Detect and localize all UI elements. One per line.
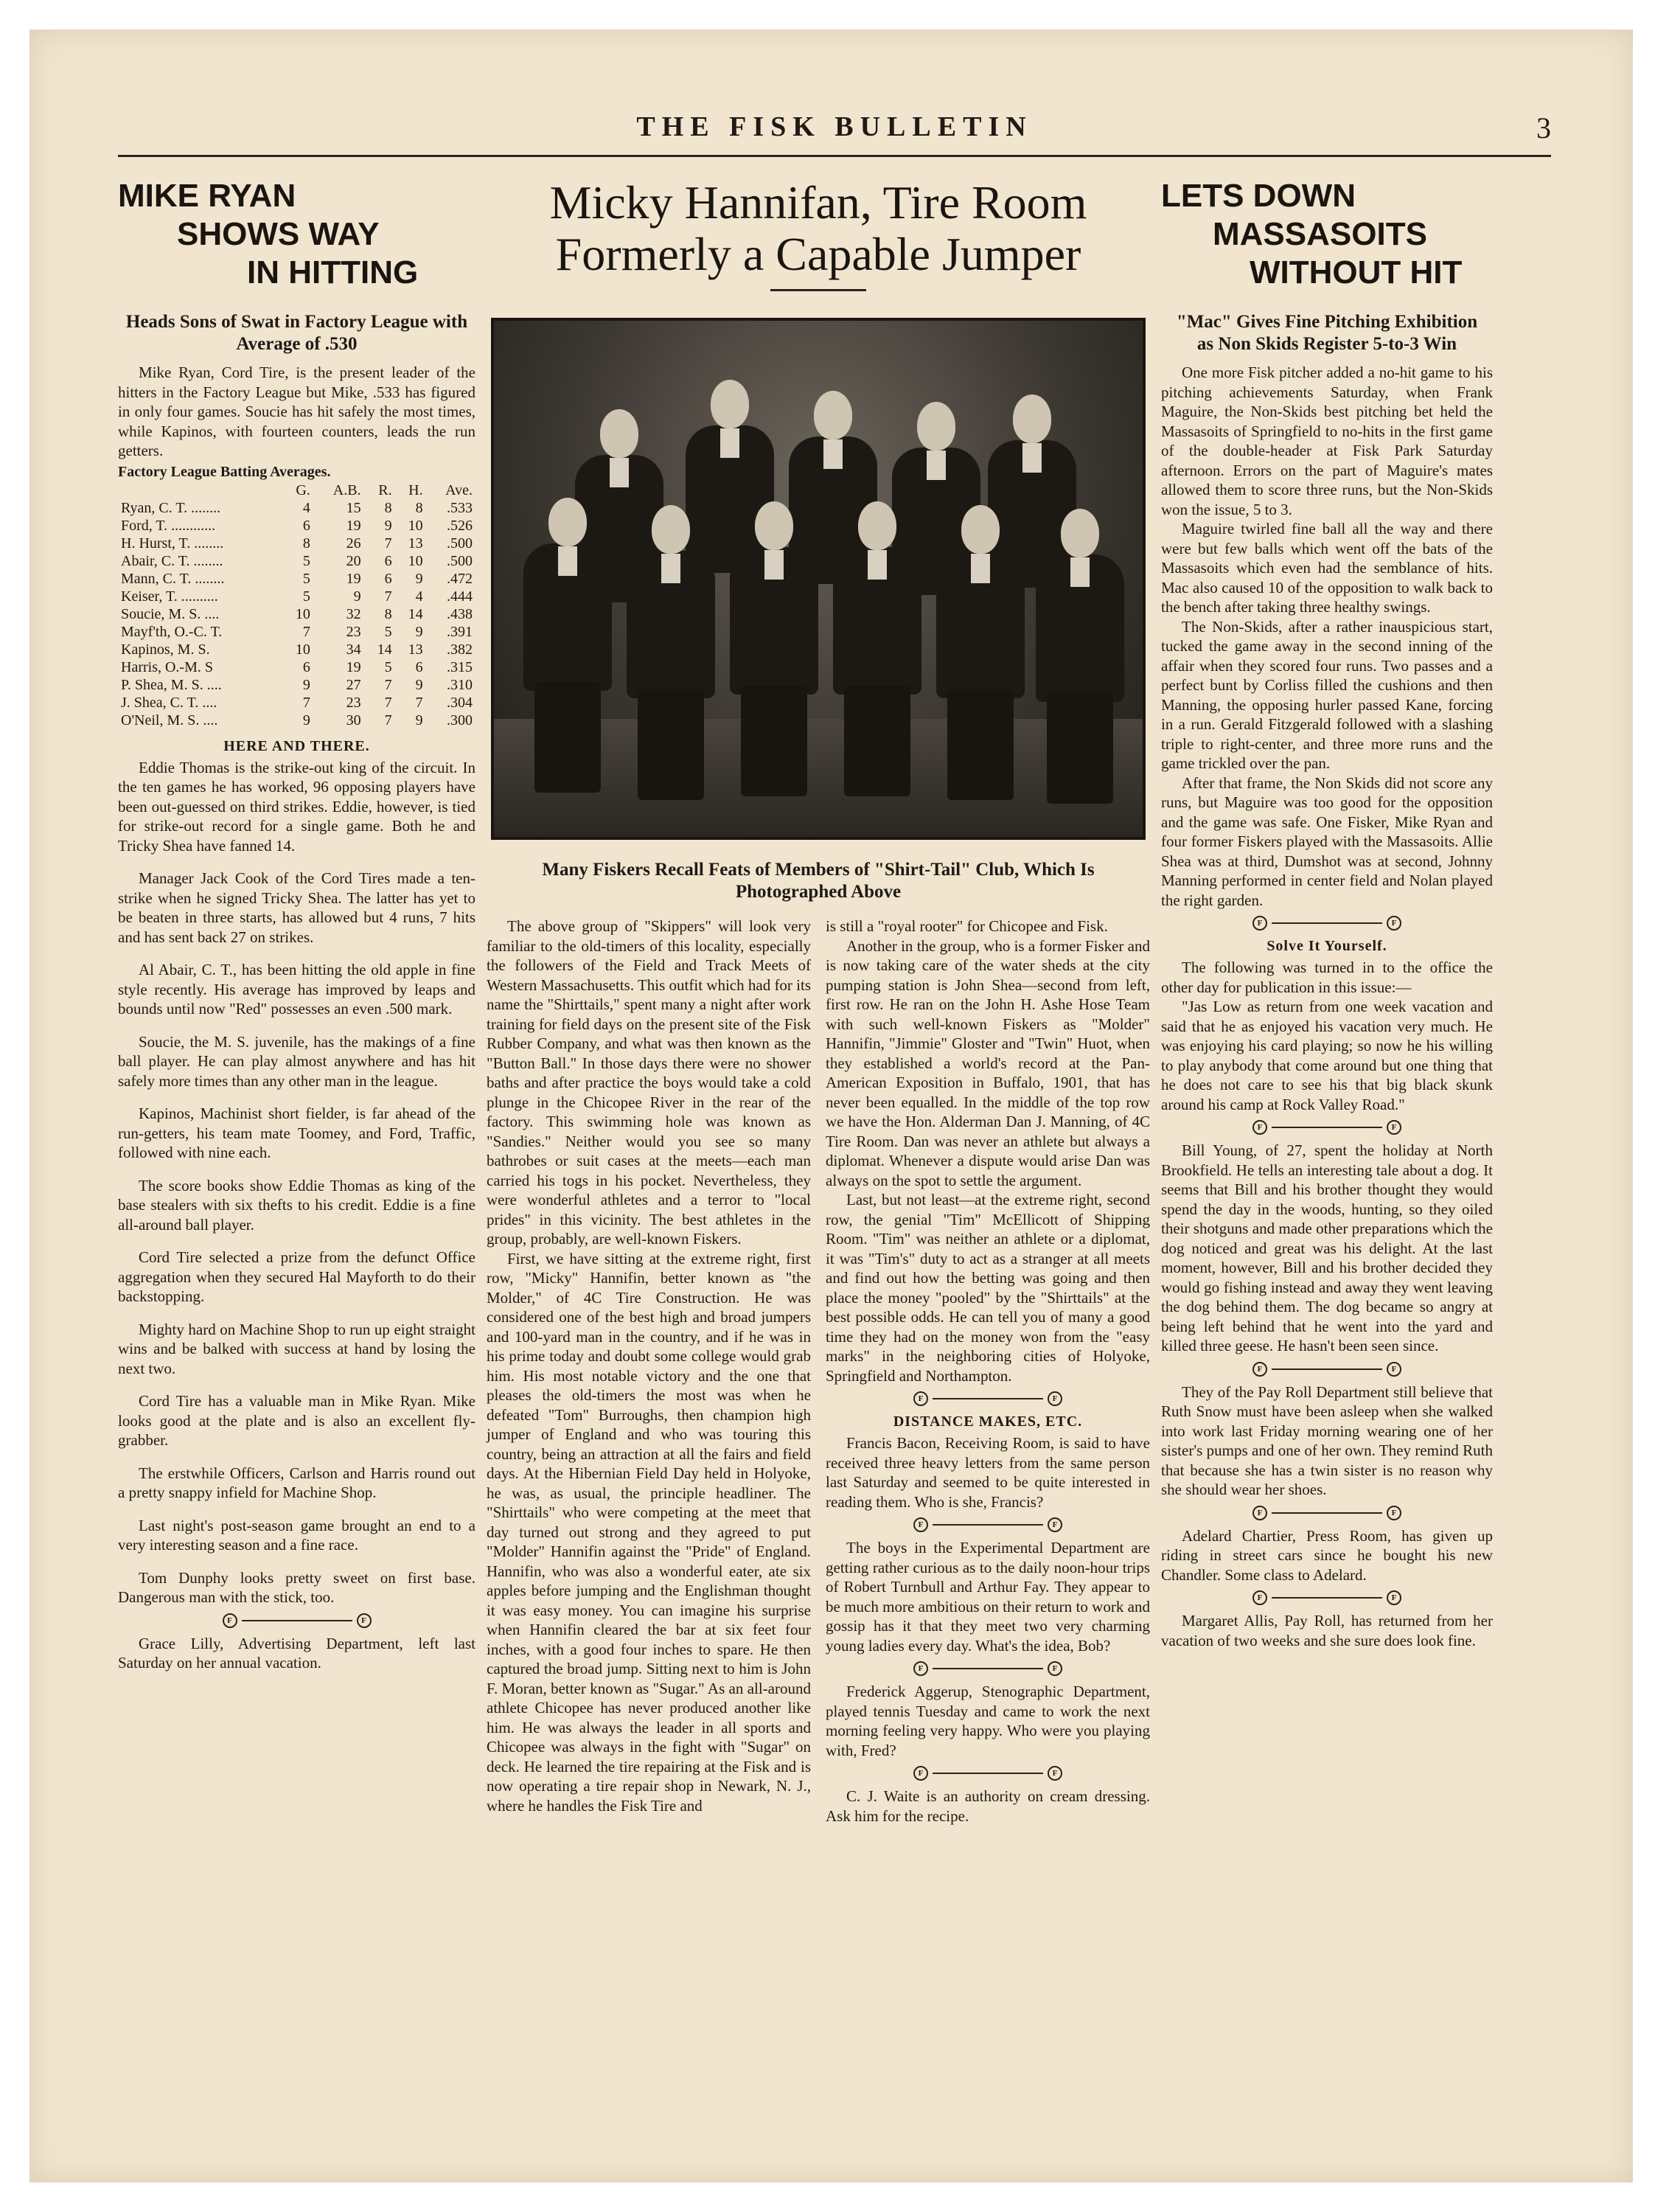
table-cell: 5 [302,570,310,587]
center-headline-line: Micky Hannifan, Tire Room [549,176,1087,229]
section-divider [1161,1362,1493,1377]
table-cell: 10 [408,552,423,569]
table-cell: 4 [302,499,310,516]
left-headline [118,177,475,292]
fisk-mark-icon: F [1048,1661,1062,1676]
table-cell: 9 [353,588,361,605]
article-paragraph: One more Fisk pitcher added a no-hit game to his pitching achievements Saturday, when Frank Maguire, the Non-Skids best pitching bet held the Massasoits of Springfield to no-hits in the first game of the double-header at Fisk Park Saturday afternoon. Errors on the part of Maguire's mates allowed them to score three runs, but the Non-Skids won the issue, 5 to 3. [1161,364,1493,518]
right-headline-line: MASSASOITS [1213,216,1427,252]
table-cell: 9 [415,676,423,693]
table-cell: 14 [408,605,423,622]
table-cell: .500 [447,552,473,569]
left-headline-line: IN HITTING [247,254,419,291]
column-header: G. [296,481,310,498]
fisk-mark-icon: F [913,1391,928,1406]
article-paragraph: The Non-Skids, after a rather inauspicious start, tucked the game away in the second inning of the affair when they scored four runs. Two passes and a perfect bunt by Corliss filled the cushions and then Manning, the opposing hurler passed Kane, forcing in a run. Gerald Fitzgerald followed with a slashing triple to right-center, and three more runs and the game trickled over the pan. [1161,617,1493,772]
news-item: Frederick Aggerup, Stenographic Department, played tennis Tuesday and came to work the next morning feeling very happy. Who were you playing with, Fred? [826,1683,1150,1759]
left-items [118,758,475,1607]
fisk-mark-icon: F [1048,1517,1062,1532]
final-item: Grace Lilly, Advertising Department, left last Saturday on her annual vacation. [118,1634,475,1672]
table-cell: 8 [384,499,392,516]
fisk-mark-icon: F [913,1517,928,1532]
table-cell: 9 [415,570,423,587]
table-header-row [118,481,475,499]
table-cell: 7 [384,694,392,711]
news-item: Eddie Thomas is the strike-out king of the circuit. In the ten games he has worked, 96 opposing players have been out-guessed on third strikes. Eddie, however, is tied for strike-out record for a single game. Both he and Tricky Shea have fanned 14. [118,758,475,855]
page-number: 3 [1536,111,1551,145]
table-cell: 6 [302,658,310,675]
table-cell: .533 [447,499,473,516]
table-cell: 5 [384,658,392,675]
table-cell: 5 [302,552,310,569]
table-cell: Ryan, C. T. ........ [121,499,221,516]
table-cell: 20 [346,552,361,569]
column-header: A.B. [332,481,361,498]
table-cell: 4 [415,588,423,605]
here-and-there-title: HERE AND THERE. [223,737,370,754]
table-cell: 10 [295,605,310,622]
table-row [118,588,475,605]
table-cell: 15 [346,499,361,516]
section-divider [826,1766,1150,1781]
fisk-mark-icon: F [1048,1391,1062,1406]
news-item: The following was turned in to the office the other day for publication in this issue:— [1161,959,1493,996]
column-header [118,481,282,499]
article-paragraph: The above group of "Skippers" will look very familiar to the old-timers of this locality, especially the followers of the Field and Track Meets of Western Massachusetts. This outfit which had for its name the "Shirttails," spent many a night after work training for field days on the present site of the Fisk Rubber Company, and what was then known as the "Button Ball." In those days there were no shower baths and after practice the boys would take a cold plunge in the Chicopee River in the rear of the factory. This swimming hole was known as "Sandies." Neither would you see so many bathrobes or suit cases at the meets—each man carried his togs in his pocket. Nevertheless, they were wonderful athletes and a terror to "local prides" in this vicinity. The best athletes in the group, probably, are well-known Fiskers. [487,917,812,1248]
table-cell: 9 [384,517,392,534]
table-row [118,658,475,676]
table-row [118,694,475,712]
news-item: C. J. Waite is an authority on cream dressing. Ask him for the recipe. [826,1787,1150,1825]
table-cell: 23 [346,623,361,640]
news-item: The boys in the Experimental Department are getting rather curious as to the daily noon-hour trips of Robert Turnbull and Arthur Fay. They appear to be much more ambitious on their return to work and gossip has it that they meet two very charming young ladies every day. What's the idea, Bob? [826,1539,1150,1655]
table-cell: Soucie, M. S. .... [121,605,220,622]
table-cell: 30 [346,712,361,728]
table-cell: 19 [346,517,361,534]
table-cell: .444 [447,588,473,605]
center-column [487,177,1150,1826]
section-divider [826,1391,1150,1406]
table-cell: 6 [384,552,392,569]
fisk-mark-icon: F [1252,1506,1267,1520]
table-cell: .310 [447,676,473,693]
table-cell: 9 [302,676,310,693]
right-deck: "Mac" Gives Fine Pitching Exhibition as Non Skids Register 5-to-3 Win [1176,312,1478,354]
table-cell: 23 [346,694,361,711]
table-cell: .315 [447,658,473,675]
table-cell: 7 [384,535,392,552]
table-cell: Kapinos, M. S. [121,641,210,658]
table-cell: .300 [447,712,473,728]
article-paragraph: Maguire twirled fine ball all the way and there were but few balls which went off the bats of the Massasoits which even had the semblance of hits. Mac also caused 10 of the opposition to walk back to the bench after taking three healthy swings. [1161,520,1493,616]
table-cell: 6 [302,517,310,534]
news-item: The erstwhile Officers, Carlson and Harris round out a pretty snappy infield for Machine Shop. [118,1464,475,1501]
center-headline-line: Formerly a Capable Jumper [555,228,1081,280]
table-row [118,535,475,552]
news-item: Tom Dunphy looks pretty sweet on first base. Dangerous man with the stick, too. [118,1568,475,1606]
news-item: Margaret Allis, Pay Roll, has returned from her vacation of two weeks and she sure does look fine. [1161,1612,1493,1649]
table-row [118,641,475,658]
fisk-mark-icon: F [1252,916,1267,931]
fisk-mark-icon: F [913,1766,928,1781]
table-cell: 6 [384,570,392,587]
article-paragraph: After that frame, the Non Skids did not score any runs, but Maguire was too good for the opposition and the game was safe. One Fisker, Mike Ryan and four former Fiskers played with the Massasoits. Allie Shea was at third, Dumshot was at second, Johnny Manning performed in center field and Nolan played the right garden. [1161,773,1493,909]
table-cell: P. Shea, M. S. .... [121,676,222,693]
news-item: Manager Jack Cook of the Cord Tires made a ten-strike when he signed Tricky Shea. The latter has yet to be beaten in three starts, has allowed but 4 runs, 7 hits and has sent back 27 on strikes. [118,869,475,946]
table-cell: 7 [384,676,392,693]
table-cell: Ford, T. ............ [121,517,216,534]
news-item: Cord Tire selected a prize from the defunct Office aggregation when they secured Hal Mayforth to do their backstopping. [118,1248,475,1305]
left-deck: Heads Sons of Swat in Factory League with Average of .530 [125,312,468,354]
article-paragraph: is still a "royal rooter" for Chicopee and Fisk. [826,917,1108,935]
table-cell: 9 [415,623,423,640]
section-divider [1161,916,1493,931]
center-article-col [826,917,1150,1826]
left-headline-line: SHOWS WAY [177,216,380,252]
table-cell: .500 [447,535,473,552]
left-intro: Mike Ryan, Cord Tire, is the present leader of the hitters in the Factory League but Mike, .533 has figured in only four games. Soucie has hit safely the most times, while Kapinos, with fourteen counters, leads the run getters. [118,364,475,459]
table-row [118,517,475,535]
right-column [1161,177,1493,1650]
fisk-mark-icon: F [357,1613,372,1628]
table-cell: Abair, C. T. ........ [121,552,223,569]
running-header [118,111,1551,157]
news-item: Bill Young, of 27, spent the holiday at North Brookfield. He tells an interesting tale about a dog. It seems that Bill and his brother thought they would spend the day in the woods, hunting, so they oiled their shotguns and made other preparations which the dog noticed and great was his delight. At the last moment, however, Bill and his brother decided they would go fishing instead and away they went leaving the dog behind them. The dog became so angry at being left behind that he went into the yard and killed three geese. He hasn't been seen since. [1161,1141,1493,1354]
table-row [118,712,475,729]
table-cell: H. Hurst, T. ........ [121,535,224,552]
fisk-mark-icon: F [1252,1362,1267,1377]
left-column [118,177,475,1673]
publication-title: THE FISK BULLETIN [636,111,1033,142]
section-divider [826,1661,1150,1676]
news-item: Al Abair, C. T., has been hitting the old apple in fine style recently. His average has improved by leaps and bounds until now "Red" possesses an even .500 mark. [118,961,475,1018]
table-row [118,499,475,517]
table-cell: 10 [295,641,310,658]
distance-title: DISTANCE MAKES, ETC. [893,1413,1083,1430]
right-headline-line: WITHOUT HIT [1250,254,1463,291]
fisk-mark-icon: F [913,1661,928,1676]
news-item: Adelard Chartier, Press Room, has given up riding in street cars since he bought his new Chandler. Some class to Adelard. [1161,1526,1493,1584]
article-paragraph: Last, but not least—at the extreme right, second row, the genial "Tim" McEllicott of Shipping Room. "Tim" was neither an athlete or a diplomat, it was "Tim's" duty to act as a stranger at all meets and find out how the betting was going and then place the money "pooled" by the "Shirttails" at the best possible odds. He can tell you of many a good time they had on the money won from the "easy marks" in the neighboring cities of Holyoke, Springfield and Northampton. [826,1191,1150,1385]
table-cell: .472 [447,570,473,587]
article-paragraph: First, we have sitting at the extreme right, first row, "Micky" Hannifin, better known as "the Molder," of 4C Tire Construction. He was considered one of the best high and broad jumpers and 100-yard man in the country, and if he was in his prime today and doubt some college would grab him. His most notable victory and the one that pleases the old-timers the most was when he defeated "Tom" Burroughs, then champion high jumper of England and who was touring this country, being an attraction at all the fairs and field days. At the Hibernian Field Day held in Holyoke, he was, as usual, the principle headliner. The "Shirttails" who were competing at the meet that day turned out strong and they agreed to put "Molder" Hannifin against the "Pride" of England. Hannifin, who was also a wonderful eater, ate six apples before jumping and the Englishman thought it was easy money. You can imagine his surprise when Hannifin cleared the bar at six feet four inches, with a good four inches to spare. He then captured the broad jump. Sitting next to him is John F. Moran, better known as "Sugar." As an all-around athlete Chicopee has never produced another like him. He was always the leader in all sports and Chicopee was always in the fight with "Sugar" on deck. He learned the tire repairing at the Fisk and is now operating a tire repair shop in Newark, N. J., where he handles the Fisk Tire and [487,1249,811,1815]
column-header: H. [408,481,423,498]
right-headline-line: LETS DOWN [1161,178,1356,214]
table-cell: 8 [302,535,310,552]
table-cell: Keiser, T. .......... [121,588,218,605]
group-photograph [491,318,1146,840]
table-cell: Mann, C. T. ........ [121,570,225,587]
fisk-mark-icon: F [1387,1590,1401,1605]
table-cell: 5 [384,623,392,640]
table-cell: 8 [415,499,423,516]
table-cell: 13 [408,535,423,552]
news-item: Mighty hard on Machine Shop to run up eight straight wins and be balked with success at hand by losing the next two. [118,1320,475,1377]
table-cell: 34 [346,641,361,658]
solve-title: Solve It Yourself. [1266,938,1387,954]
right-headline [1161,177,1493,292]
center-article [487,917,1150,1826]
table-cell: 7 [415,694,423,711]
table-cell: .438 [447,605,473,622]
table-cell: 10 [408,517,423,534]
news-item: Soucie, the M. S. juvenile, has the makings of a fine ball player. He can play almost anywhere and has hit safely more times than any other man in the league. [118,1032,475,1090]
table-cell: 27 [346,676,361,693]
table-cell: J. Shea, C. T. .... [121,694,217,711]
table-cell: 7 [384,712,392,728]
table-cell: 26 [346,535,361,552]
fisk-mark-icon: F [1387,1506,1401,1520]
fisk-mark-icon: F [1387,916,1401,931]
news-item: Kapinos, Machinist short fielder, is far ahead of the run-getters, his team mate Toomey, and Ford, Traffic, followed with nine each. [118,1105,475,1161]
batting-averages-title: Factory League Batting Averages. [118,463,331,480]
table-cell: 8 [384,605,392,622]
photo-caption: Many Fiskers Recall Feats of Members of "Shirt-Tail" Club, Which Is Photographed Above [542,860,1095,902]
table-cell: 9 [302,712,310,728]
section-divider [118,1613,475,1628]
fisk-mark-icon: F [223,1613,237,1628]
table-cell: .391 [447,623,473,640]
left-headline-line: MIKE RYAN [118,178,296,214]
table-cell: .526 [447,517,473,534]
news-item: They of the Pay Roll Department still believe that Ruth Snow must have been asleep when she walked into work last Friday morning wearing one of her sister's pumps and one of her own. They remind Ruth that because she has a twin sister is no reason why she should wear her shoes. [1161,1382,1493,1498]
fisk-mark-icon: F [1387,1120,1401,1135]
table-cell: 32 [346,605,361,622]
table-cell: .304 [447,694,473,711]
table-cell: O'Neil, M. S. .... [121,712,218,728]
center-headline [487,177,1150,280]
table-cell: .382 [447,641,473,658]
table-cell: 19 [346,658,361,675]
fisk-mark-icon: F [1252,1590,1267,1605]
section-divider [1161,1590,1493,1605]
table-cell: 7 [302,694,310,711]
center-article-col [487,917,811,1826]
table-cell: Harris, O.-M. S [121,658,213,675]
table-cell: 14 [377,641,392,658]
table-cell: 19 [346,570,361,587]
article-paragraph: Another in the group, who is a former Fisker and is now taking care of the water sheds at the city pumping station is John Shea—second from left, first row. He ran on the John H. Ashe Hose Team with such well-known Fiskers as "Molder" Hannifin, "Jimmie" Gloster and "Twin" Huot, when they established a world's record at the Pan-American Exposition in Buffalo, 1901, that has never been equalled. In the middle of the top row we have the Hon. Alderman Dan J. Manning, of 4C Tire Room. Dan was never an athlete but always a diplomat. Whenever a dispute would arise Dan was always on the spot to settle the argument. [826,936,1150,1189]
section-divider [1161,1120,1493,1135]
batting-averages-table [118,481,475,729]
table-cell: 7 [384,588,392,605]
table-row [118,605,475,623]
table-row [118,676,475,694]
table-cell: 7 [302,623,310,640]
table-cell: 9 [415,712,423,728]
news-item: Francis Bacon, Receiving Room, is said to have received three heavy letters from the same person last Saturday and seemed to be quite interested in reading them. Who is she, Francis? [826,1434,1150,1511]
table-cell: Mayf'th, O.-C. T. [121,623,223,640]
news-item: "Jas Low as return from one week vacation and said that he as enjoyed his vacation very much. He was enjoying his card playing; so now he his willing to play anybody that come around but one thing that he does not care to see his that big black skunk around his camp at Rock Valley Road." [1161,998,1493,1113]
section-divider [826,1517,1150,1532]
news-item: Cord Tire has a valuable man in Mike Ryan. Mike looks good at the plate and is also an excellent fly-grabber. [118,1392,475,1449]
column-header: Ave. [445,481,473,498]
table-cell: 5 [302,588,310,605]
table-cell: 13 [408,641,423,658]
column-header: R. [378,481,392,498]
fisk-mark-icon: F [1387,1362,1401,1377]
table-row [118,552,475,570]
table-row [118,623,475,641]
news-item: Last night's post-season game brought an end to a very interesting season and a fine race. [118,1516,475,1554]
news-item: The score books show Eddie Thomas as king of the base stealers with six thefts to his credit. Eddie is a fine all-around ball player. [118,1176,475,1234]
section-divider [1161,1506,1493,1520]
fisk-mark-icon: F [1252,1120,1267,1135]
table-cell: 6 [415,658,423,675]
table-row [118,570,475,588]
fisk-mark-icon: F [1048,1766,1062,1781]
